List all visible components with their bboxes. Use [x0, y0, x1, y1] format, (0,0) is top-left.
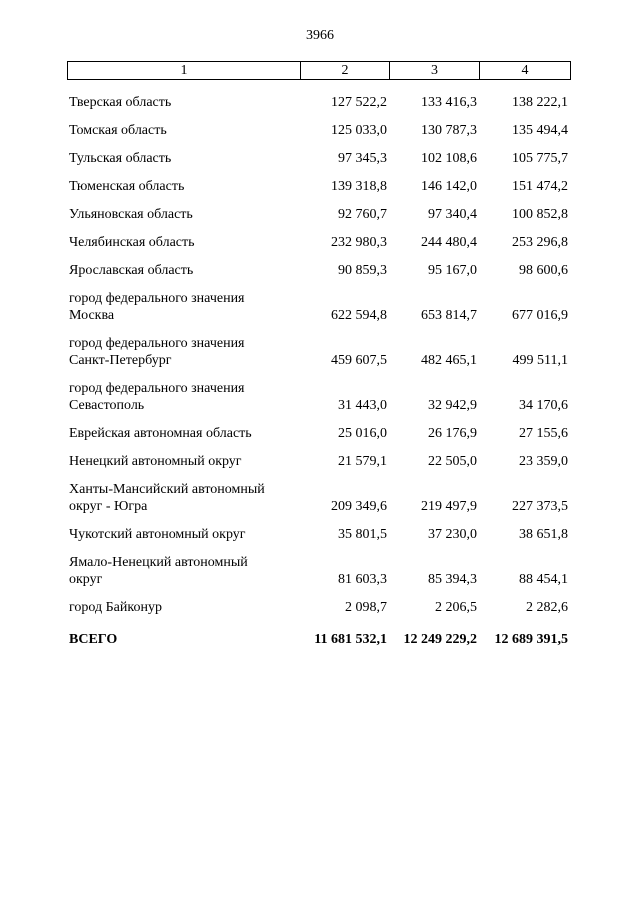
- value-col-3: 95 167,0: [428, 263, 477, 278]
- value-col-4: 138 222,1: [512, 95, 568, 110]
- column-header-table: [67, 61, 571, 80]
- value-col-2: 11 681 532,1: [314, 632, 387, 647]
- table-row: [67, 470, 570, 515]
- value-col-4: 2 282,6: [526, 600, 568, 615]
- table-row: [67, 251, 570, 279]
- value-col-3: 32 942,9: [428, 398, 477, 413]
- value-col-3: 97 340,4: [428, 207, 477, 222]
- value-col-3: 26 176,9: [428, 426, 477, 441]
- value-col-3: 22 505,0: [428, 454, 477, 469]
- region-name: город федерального значения Москва: [69, 291, 245, 323]
- value-col-3: 146 142,0: [421, 179, 477, 194]
- region-name: город федерального значения Санкт-Петербург: [69, 336, 245, 368]
- table-row: [67, 324, 570, 369]
- value-col-2: 139 318,8: [331, 179, 387, 194]
- table-row: [67, 414, 570, 442]
- region-name: Томская область: [69, 123, 167, 138]
- table-row: [67, 111, 570, 139]
- value-col-3: 102 108,6: [421, 151, 477, 166]
- value-col-4: 253 296,8: [512, 235, 568, 250]
- value-col-3: 219 497,9: [421, 499, 477, 514]
- value-col-4: 151 474,2: [512, 179, 568, 194]
- value-col-4: 499 511,1: [512, 353, 568, 368]
- value-col-4: 23 359,0: [519, 454, 568, 469]
- region-name: Ханты-Мансийский автономный округ - Югра: [69, 482, 265, 514]
- value-col-3: 482 465,1: [421, 353, 477, 368]
- region-name: Тверская область: [69, 95, 172, 110]
- value-col-2: 459 607,5: [331, 353, 387, 368]
- column-header-2: 2: [301, 62, 390, 80]
- table-row: [67, 167, 570, 195]
- region-name: Тюменская область: [69, 179, 185, 194]
- value-col-2: 2 098,7: [345, 600, 387, 615]
- value-col-4: 677 016,9: [512, 308, 568, 323]
- value-col-3: 653 814,7: [421, 308, 477, 323]
- region-name: Ульяновская область: [69, 207, 193, 222]
- table-row: [67, 369, 570, 414]
- table-row: [67, 139, 570, 167]
- value-col-3: 37 230,0: [428, 527, 477, 542]
- value-col-3: 2 206,5: [435, 600, 477, 615]
- value-col-3: 244 480,4: [421, 235, 477, 250]
- value-col-4: 27 155,6: [519, 426, 568, 441]
- value-col-4: 98 600,6: [519, 263, 568, 278]
- value-col-2: 92 760,7: [338, 207, 387, 222]
- value-col-2: 90 859,3: [338, 263, 387, 278]
- table-row: [67, 515, 570, 543]
- table-row: [67, 279, 570, 324]
- region-name: Челябинская область: [69, 235, 195, 250]
- region-name: Ямало-Ненецкий автономный округ: [69, 555, 248, 587]
- value-col-2: 622 594,8: [331, 308, 387, 323]
- table-row: [67, 442, 570, 470]
- region-name: город Байконур: [69, 600, 162, 615]
- value-col-3: 133 416,3: [421, 95, 477, 110]
- value-col-2: 209 349,6: [331, 499, 387, 514]
- value-col-2: 127 522,2: [331, 95, 387, 110]
- total-row: [67, 616, 570, 648]
- region-name: ВСЕГО: [69, 632, 118, 647]
- value-col-2: 31 443,0: [338, 398, 387, 413]
- value-col-4: 12 689 391,5: [494, 632, 568, 647]
- column-header-4: 4: [480, 62, 571, 80]
- value-col-2: 25 016,0: [338, 426, 387, 441]
- value-col-4: 227 373,5: [512, 499, 568, 514]
- table-body: [67, 83, 570, 648]
- region-name: Тульская область: [69, 151, 172, 166]
- table-row: [67, 223, 570, 251]
- table-row: [67, 588, 570, 616]
- page-number: 3966: [306, 28, 334, 43]
- value-col-2: 97 345,3: [338, 151, 387, 166]
- value-col-4: 34 170,6: [519, 398, 568, 413]
- region-name: Ненецкий автономный округ: [69, 454, 242, 469]
- value-col-4: 105 775,7: [512, 151, 568, 166]
- value-col-3: 85 394,3: [428, 572, 477, 587]
- value-col-2: 21 579,1: [338, 454, 387, 469]
- value-col-4: 100 852,8: [512, 207, 568, 222]
- column-header-3: 3: [390, 62, 480, 80]
- table-row: [67, 543, 570, 588]
- column-header-1: 1: [68, 62, 301, 80]
- value-col-3: 12 249 229,2: [403, 632, 477, 647]
- value-col-4: 88 454,1: [519, 572, 568, 587]
- table-row: [67, 83, 570, 111]
- value-col-2: 81 603,3: [338, 572, 387, 587]
- region-name: город федерального значения Севастополь: [69, 381, 245, 413]
- value-col-2: 35 801,5: [338, 527, 387, 542]
- value-col-2: 125 033,0: [331, 123, 387, 138]
- region-name: Еврейская автономная область: [69, 426, 252, 441]
- region-name: Ярославская область: [69, 263, 194, 278]
- value-col-2: 232 980,3: [331, 235, 387, 250]
- region-name: Чукотский автономный округ: [69, 527, 246, 542]
- value-col-4: 38 651,8: [519, 527, 568, 542]
- value-col-4: 135 494,4: [512, 123, 568, 138]
- value-col-3: 130 787,3: [421, 123, 477, 138]
- table-row: [67, 195, 570, 223]
